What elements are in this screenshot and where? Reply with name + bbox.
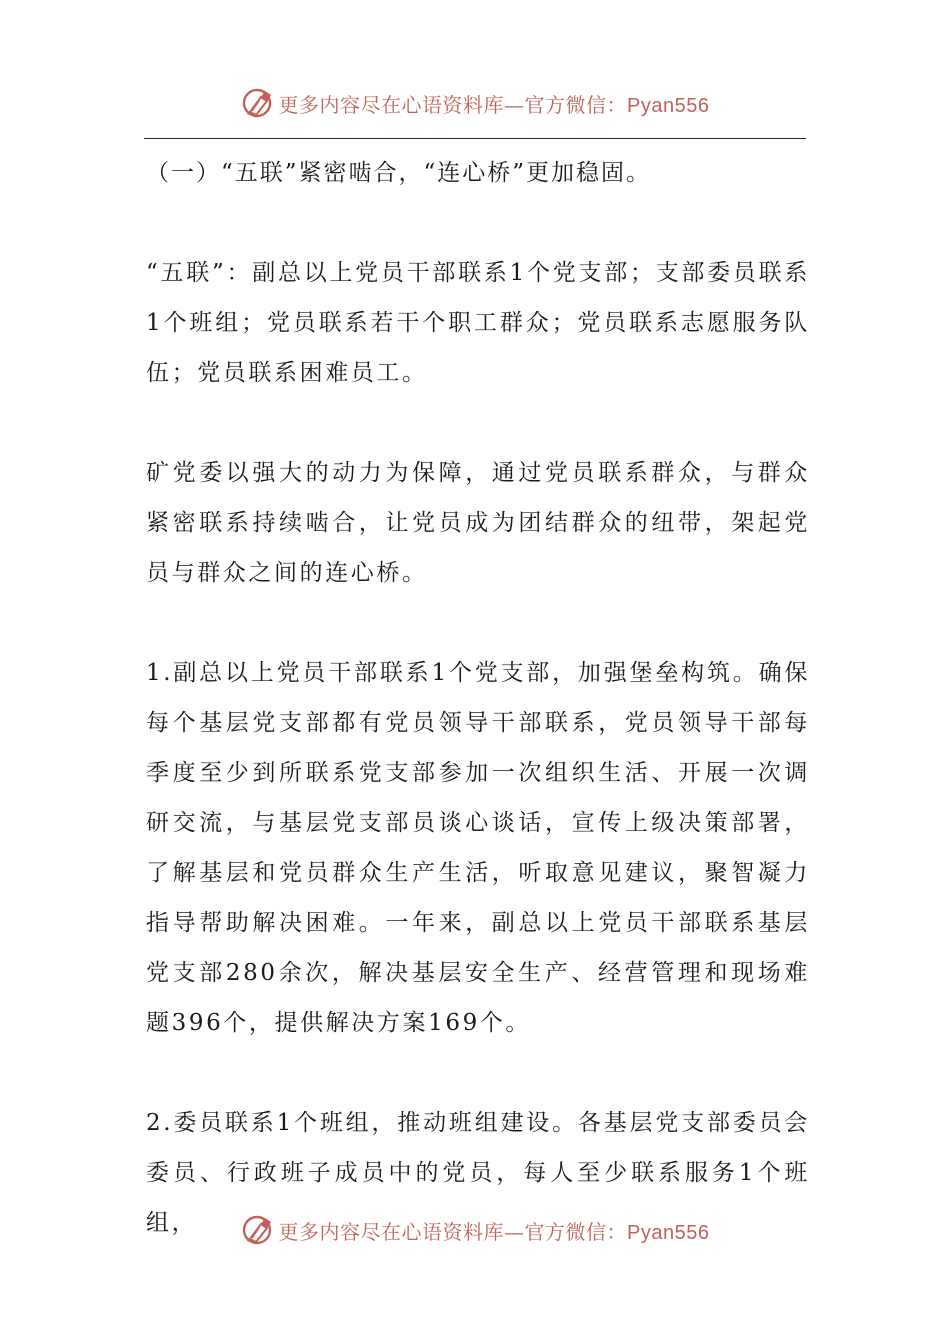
- pen-nib-logo-icon: [241, 1213, 275, 1247]
- paragraph-five-links: “五联”：副总以上党员干部联系1个党支部；支部委员联系1个班组；党员联系若干个职工群众；党员联系志愿服务队伍；党员联系困难员工。: [146, 260, 810, 386]
- paragraph-gap: [146, 1048, 810, 1098]
- paragraph-gap: [146, 398, 810, 448]
- section-heading: （一）“五联”紧密啮合，“连心桥”更加稳固。: [146, 160, 652, 186]
- footer-wechat-id[interactable]: Pyan556: [627, 1221, 710, 1244]
- paragraph-gap: [146, 598, 810, 648]
- header-wechat-id[interactable]: Pyan556: [627, 94, 710, 117]
- paragraph-gap: [146, 198, 810, 248]
- paragraph-item-1: 1.副总以上党员干部联系1个党支部，加强堡垒构筑。确保每个基层党支部都有党员领导干部联系，党员领导干部每季度至少到所联系党支部参加一次组织生活、开展一次调研交流，与基层党支部员谈心谈话，宣传上级决策部署，了解基层和党员群众生产生活，听取意见建议，聚智凝力指导帮助解决困难。一年来，副总以上党员干部联系基层党支部280余次，解决基层安全生产、经营管理和现场难题396个，提供解决方案169个。: [146, 660, 810, 1036]
- footer-banner: [0, 1210, 950, 1250]
- paragraph-party-committee: 矿党委以强大的动力为保障，通过党员联系群众，与群众紧密联系持续啮合，让党员成为团结群众的纽带，架起党员与群众之间的连心桥。: [146, 460, 810, 586]
- footer-banner-text: 更多内容尽在心语资料库—官方微信：Pyan556: [278, 1219, 710, 1244]
- pen-nib-logo-icon: [241, 86, 275, 120]
- header-banner: [0, 83, 950, 123]
- paragraph-item-2: 2.委员联系1个班组，推动班组建设。各基层党支部委员会委员、行政班子成员中的党员，每人至少联系服务1个班组，: [146, 1110, 810, 1236]
- document-body: [146, 148, 810, 1248]
- header-banner-text: 更多内容尽在心语资料库—官方微信：Pyan556: [278, 92, 710, 117]
- header-divider: [144, 138, 806, 139]
